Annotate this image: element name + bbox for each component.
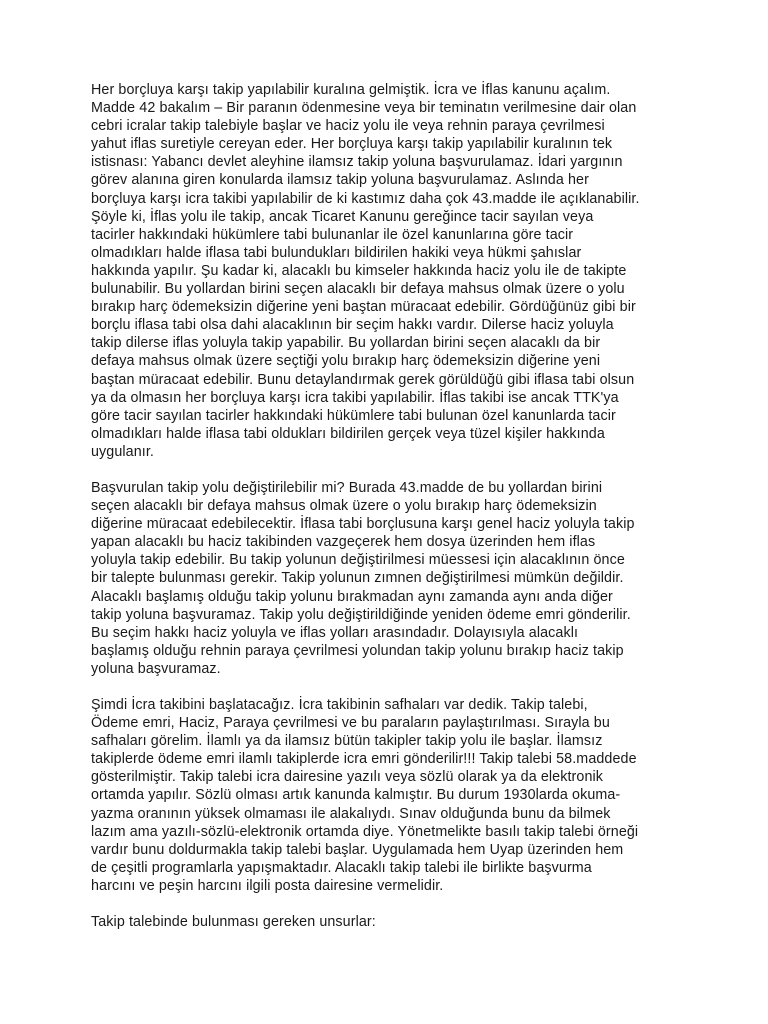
text-line: istisnası: Yabancı devlet aleyhine ilamsız takip yoluna başvurulamaz. İdari yargının bbox=[91, 154, 623, 171]
text-line: Madde 42 bakalım – Bir paranın ödenmesine veya bir teminatın verilmesine dair olan bbox=[91, 100, 637, 117]
paragraph-2 bbox=[91, 479, 691, 678]
text-line: yoluyla takip edebilir. Bu takip yolunun değiştirilmesi müessesi için alacaklının önce bbox=[91, 552, 625, 569]
text-line: Şimdi İcra takibini başlatacağız. İcra takibinin safhaları var dedik. Takip talebi, bbox=[91, 697, 588, 713]
text-line: bulunabilir. Bu yollardan birini seçen alacaklı bir defaya mahsus olmak üzere o yolu bbox=[91, 281, 625, 298]
text-line: defaya mahsus olmak üzere seçtiği yolu bırakıp harç ödemeksizin diğerine yeni bbox=[91, 353, 601, 370]
text-line: bırakıp harç ödemeksizin diğerine yeni baştan müracaat edebilir. Gördüğünüz gibi bir bbox=[91, 299, 636, 316]
text-line: takiplerde ödeme emri ilamlı takiplerde icra emri gönderilir!!! Takip talebi 58.maddede bbox=[91, 751, 637, 768]
document-body bbox=[91, 81, 691, 949]
text-line: yahut iflas suretiyle cereyan eder. Her borçluya karşı takip yapılabilir kuralının tek bbox=[91, 136, 613, 153]
text-line: de çeşitli programlarla yapışmaktadır. Alacaklı takip talebi ile birlikte başvurma bbox=[91, 859, 592, 876]
paragraph-1 bbox=[91, 81, 691, 461]
text-line: hakkında yapılır. Şu kadar ki, alacaklı bu kimseler hakkında haciz yolu ile de takipte bbox=[91, 262, 627, 279]
text-line: Alacaklı başlamış olduğu takip yolunu bırakmadan aynı zamanda aynı anda diğer bbox=[91, 588, 613, 605]
text-line: Başvurulan takip yolu değiştirilebilir mi? Burada 43.madde de bu yollardan birini bbox=[91, 479, 603, 496]
text-line: görev alanına giren konularda ilamsız takip yoluna başvurulamaz. Aslında her bbox=[91, 172, 589, 189]
text-line: olmadıkları halde iflasa tabi bulundukları bildirilen hakiki veya hükmi şahıslar bbox=[91, 244, 582, 261]
text-line: Ödeme emri, Haciz, Paraya çevrilmesi ve bu paraların paylaştırılması. Sırayla bu bbox=[91, 715, 610, 732]
text-line: cebri icralar takip talebiyle başlar ve haciz yolu ile veya rehnin paraya çevrilmesi bbox=[91, 118, 605, 135]
text-line: Takip talebinde bulunması gereken unsurlar: bbox=[91, 914, 376, 931]
text-line: yapan alacaklı bu haciz takibinden vazgeçerek hem dosya üzerinden hem iflas bbox=[91, 534, 596, 551]
text-line: takip dilerse iflas yoluyla takip yapabilir. Bu yollardan birini seçen alacaklı da bir bbox=[91, 335, 601, 352]
text-line: yazma oranının yüksek olmaması ile alakalıydı. Sınav olduğunda bunu da bilmek bbox=[91, 805, 611, 822]
text-line: tacirler hakkındaki hükümlere tabi bulunanlar ile özel kanunlarına göre tacir bbox=[91, 226, 574, 243]
text-line: bir talepte bulunması gerekir. Takip yolunun zımnen değiştirilmesi mümkün değildir. bbox=[91, 570, 624, 587]
text-line: yoluna başvuramaz. bbox=[91, 660, 221, 677]
text-line: borçlu iflasa tabi olsa dahi alacaklının bir seçim hakkı vardır. Dilerse haciz yoluyla bbox=[91, 317, 614, 334]
text-line: göre tacir sayılan tacirler hakkındaki hükümlere tabi bulunan özel kanunlarda tacir bbox=[91, 407, 616, 424]
text-line: borçluya karşı icra takibi yapılabilir de ki kastımız daha çok 43.madde ile açıklanabilir. bbox=[91, 190, 640, 207]
text-line: Şöyle ki, İflas yolu ile takip, ancak Ticaret Kanunu gereğince tacir sayılan veya bbox=[91, 208, 594, 225]
text-line: ya da olmasın her borçluya karşı icra takibi yapılabilir. İflas takibi ise ancak TTK'ya bbox=[91, 389, 619, 406]
text-line: olmadıkları halde iflasa tabi oldukları bildirilen gerçek veya tüzel kişiler hakkında bbox=[91, 425, 605, 442]
text-line: safhaları görelim. İlamlı ya da ilamsız bütün takipler takip yolu ile başlar. İlamsız bbox=[91, 733, 603, 750]
text-line: Her borçluya karşı takip yapılabilir kuralına gelmiştik. İcra ve İflas kanunu açalım. bbox=[91, 82, 611, 98]
text-line: vardır bunu doldurmakla takip talebi başlar. Uygulamada hem Uyap üzerinden hem bbox=[91, 841, 624, 858]
text-line: lazım ama yazılı-sözlü-elektronik ortamda diye. Yönetmelikte basılı takip talebi örneği bbox=[91, 823, 639, 840]
text-line: takip yoluna başvuramaz. Takip yolu değiştirildiğinde yeniden ödeme emri gönderilir. bbox=[91, 606, 631, 623]
text-line: baştan müracaat edebilir. Bunu detaylandırmak gerek görüldüğü gibi iflasa tabi olsun bbox=[91, 371, 635, 388]
text-line: gösterilmiştir. Takip talebi icra dairesine yazılı veya sözlü olarak ya da elektronik bbox=[91, 769, 604, 786]
paragraph-3 bbox=[91, 696, 691, 895]
text-line: seçen alacaklı bir defaya mahsus olmak üzere o yolu bırakıp harç ödemeksizin bbox=[91, 498, 597, 515]
text-line: Bu seçim hakkı haciz yoluyla ve iflas yolları arasındadır. Dolayısıyla alacaklı bbox=[91, 624, 579, 641]
text-line: uygulanır. bbox=[91, 443, 154, 460]
text-line: harcını ve peşin harcını ilgili posta dairesine vermelidir. bbox=[91, 877, 444, 894]
text-line: diğerine müracaat edebilecektir. İflasa tabi borçlusuna karşı genel haciz yoluyla takip bbox=[91, 516, 635, 533]
paragraph-4 bbox=[91, 913, 691, 931]
text-line: başlamış olduğu rehnin paraya çevrilmesi yolundan takip yolunu bırakıp haciz takip bbox=[91, 642, 624, 659]
text-line: ortamda yapılır. Sözlü olması artık kanunda kalmıştır. Bu durum 1930larda okuma- bbox=[91, 787, 621, 804]
